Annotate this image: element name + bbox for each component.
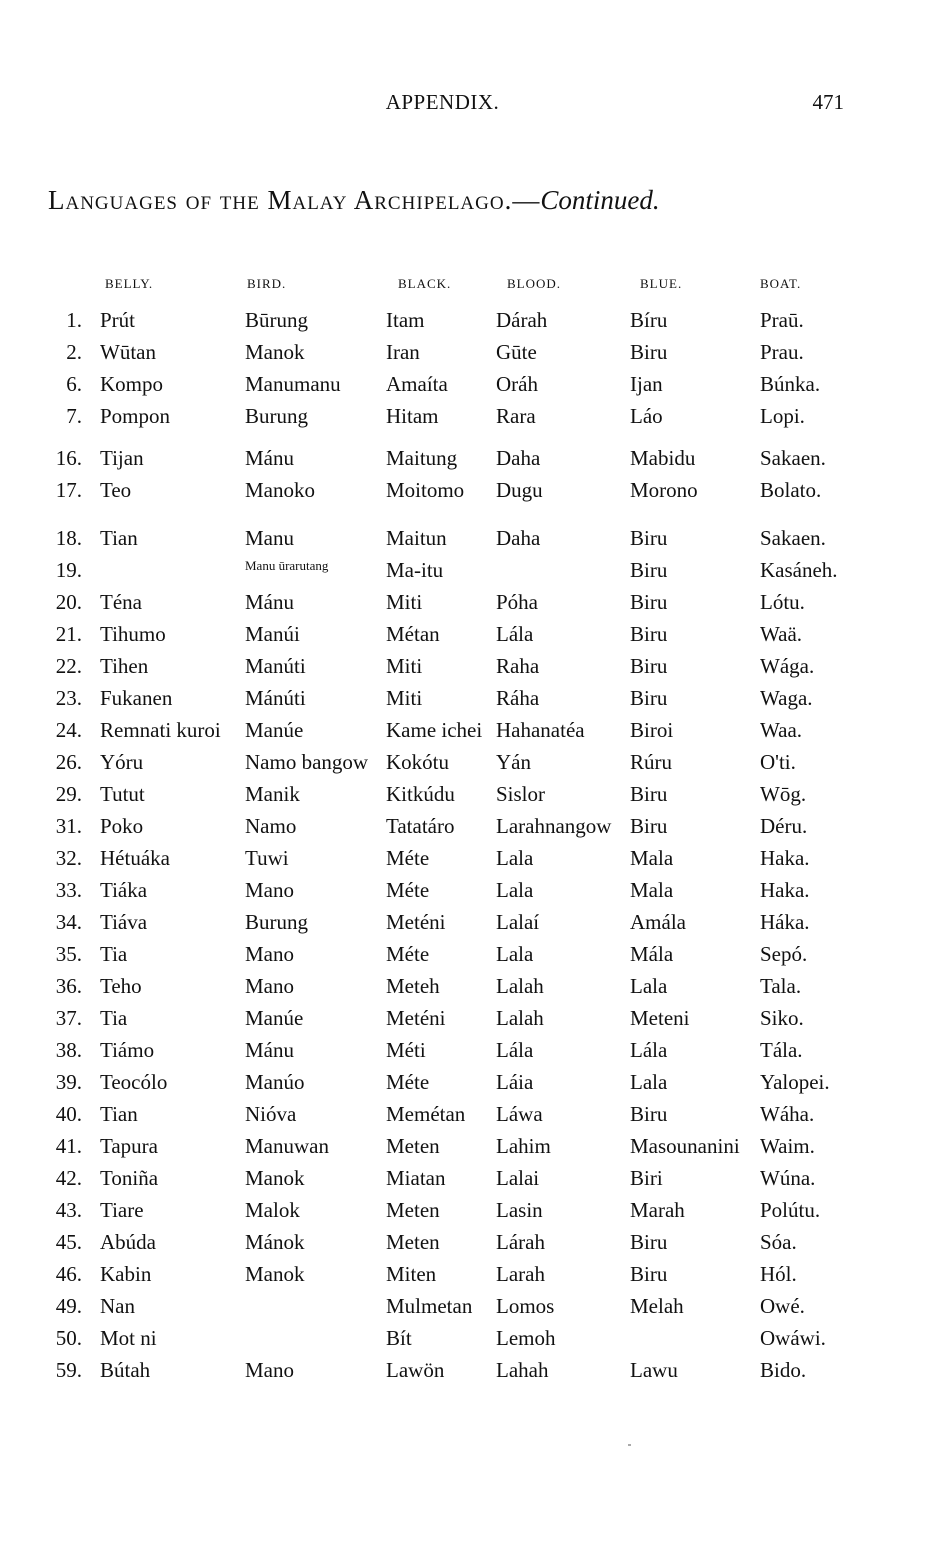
cell-blue: Biru [630, 622, 668, 646]
cell-bird: Mánu [245, 590, 294, 614]
cell-blue: Rúru [630, 750, 672, 774]
row-number: 7. [66, 404, 82, 428]
cell-black: Memétan [386, 1102, 466, 1126]
table-row [0, 590, 930, 620]
cell-blue: Biru [630, 590, 668, 614]
cell-blue: Morono [630, 478, 698, 502]
table-row [0, 846, 930, 876]
row-number: 24. [55, 718, 82, 742]
cell-boat: Owáwi. [760, 1326, 826, 1350]
cell-bird: Manu ūrarutang [245, 558, 329, 573]
cell-blood: Hahanatéa [496, 718, 585, 742]
cell-boat: Yalopei. [760, 1070, 830, 1094]
cell-blue: Meteni [630, 1006, 690, 1030]
cell-black: Miten [386, 1262, 437, 1286]
cell-black: Kame ichei [386, 718, 483, 742]
cell-blue: Marah [630, 1198, 685, 1222]
cell-belly: Tiámo [100, 1038, 155, 1062]
cell-belly: Fukanen [100, 686, 173, 710]
cell-belly: Teocólo [100, 1070, 168, 1094]
cell-belly: Tiare [100, 1198, 144, 1222]
cell-belly: Wūtan [100, 340, 156, 364]
cell-bird: Mánok [245, 1230, 305, 1254]
cell-boat: Waa. [760, 718, 803, 742]
cell-boat: Waga. [760, 686, 813, 710]
table-row [0, 622, 930, 652]
cell-blood: Dárah [496, 308, 548, 332]
cell-blood: Lárah [496, 1230, 545, 1254]
cell-boat: Polútu. [760, 1198, 821, 1222]
row-number: 39. [55, 1070, 82, 1094]
cell-blood: Lomos [496, 1294, 555, 1318]
cell-black: Meténi [386, 1006, 446, 1030]
cell-blue: Biru [630, 654, 668, 678]
cell-boat: Tála. [760, 1038, 803, 1062]
cell-black: Maitun [386, 526, 447, 550]
cell-belly: Poko [100, 814, 144, 838]
table-row [0, 446, 930, 476]
row-number: 37. [55, 1006, 82, 1030]
table-row [0, 526, 930, 556]
cell-black: Miti [386, 686, 423, 710]
cell-blue: Bíru [630, 308, 668, 332]
cell-bird: Manoko [245, 478, 315, 502]
cell-blue: Láo [630, 404, 663, 428]
cell-black: Ma-itu [386, 558, 444, 582]
row-number: 1. [66, 308, 82, 332]
row-number: 42. [55, 1166, 82, 1190]
table-row [0, 558, 930, 588]
cell-black: Méte [386, 846, 430, 870]
cell-bird: Namo [245, 814, 297, 838]
cell-boat: Waim. [760, 1134, 815, 1158]
table-row [0, 1038, 930, 1068]
cell-blue: Mala [630, 878, 674, 902]
cell-blue: Lala [630, 974, 668, 998]
cell-boat: Sakaen. [760, 526, 826, 550]
cell-belly: Tijan [100, 446, 144, 470]
table-row [0, 910, 930, 940]
cell-boat: Praū. [760, 308, 804, 332]
cell-bird: Mano [245, 942, 294, 966]
cell-belly: Tiáva [100, 910, 148, 934]
cell-blue: Lála [630, 1038, 668, 1062]
row-number: 18. [55, 526, 82, 550]
cell-bird: Manok [245, 340, 305, 364]
cell-boat: Kasáneh. [760, 558, 838, 582]
cell-boat: Lótu. [760, 590, 805, 614]
cell-blue: Biru [630, 1102, 668, 1126]
cell-boat: Haka. [760, 846, 810, 870]
cell-boat: Prau. [760, 340, 804, 364]
cell-black: Meten [386, 1198, 440, 1222]
table-row [0, 1102, 930, 1132]
cell-boat: Sepó. [760, 942, 808, 966]
cell-boat: Wága. [760, 654, 815, 678]
row-number: 16. [55, 446, 82, 470]
cell-black: Méte [386, 878, 430, 902]
row-number: 6. [66, 372, 82, 396]
section-title-continued: Continued. [540, 185, 660, 215]
cell-blue: Biru [630, 686, 668, 710]
cell-blue: Melah [630, 1294, 684, 1318]
row-number: 22. [55, 654, 82, 678]
cell-blood: Lalah [496, 974, 544, 998]
row-number: 50. [55, 1326, 82, 1350]
page-speck [628, 1444, 631, 1446]
row-number: 31. [55, 814, 82, 838]
row-number: 20. [55, 590, 82, 614]
row-number: 23. [55, 686, 82, 710]
cell-black: Miatan [386, 1166, 446, 1190]
cell-belly: Teo [100, 478, 132, 502]
cell-blue: Biru [630, 814, 668, 838]
cell-bird: Manúe [245, 718, 304, 742]
row-number: 38. [55, 1038, 82, 1062]
cell-bird: Manu [245, 526, 294, 550]
table-row [0, 1134, 930, 1164]
cell-bird: Manumanu [245, 372, 341, 396]
cell-belly: Yóru [100, 750, 144, 774]
cell-black: Moitomo [386, 478, 465, 502]
cell-belly: Nan [100, 1294, 135, 1318]
running-head: APPENDIX. [385, 90, 500, 114]
cell-blood: Lála [496, 622, 534, 646]
table-row [0, 1326, 930, 1356]
cell-bird: Tuwi [245, 846, 289, 870]
cell-blue: Mála [630, 942, 674, 966]
cell-belly: Remnati kuroi [100, 718, 221, 742]
cell-boat: Waä. [760, 622, 803, 646]
cell-belly: Tihumo [100, 622, 166, 646]
row-number: 35. [55, 942, 82, 966]
cell-boat: Wōg. [760, 782, 807, 806]
column-header-bird: BIRD. [247, 276, 287, 291]
cell-blue: Biru [630, 1230, 668, 1254]
cell-boat: O'ti. [760, 750, 796, 774]
cell-blood: Lalai [496, 1166, 540, 1190]
cell-black: Meténi [386, 910, 446, 934]
cell-belly: Mot ni [100, 1326, 157, 1350]
cell-black: Kokótu [386, 750, 449, 774]
cell-bird: Mánu [245, 1038, 294, 1062]
cell-boat: Hól. [760, 1262, 797, 1286]
cell-belly: Hétuáka [100, 846, 170, 870]
cell-blue: Mabidu [630, 446, 696, 470]
table-row [0, 372, 930, 402]
cell-bird: Manuwan [245, 1134, 329, 1158]
cell-blood: Lahim [496, 1134, 551, 1158]
cell-blue: Biru [630, 340, 668, 364]
cell-black: Iran [386, 340, 420, 364]
cell-blood: Lemoh [496, 1326, 556, 1350]
cell-black: Meteh [386, 974, 440, 998]
section-title [48, 185, 660, 216]
table-row [0, 308, 930, 338]
cell-blood: Yán [496, 750, 531, 774]
cell-belly: Téna [100, 590, 142, 614]
cell-boat: Haka. [760, 878, 810, 902]
cell-blood: Rara [496, 404, 536, 428]
row-number: 40. [55, 1102, 82, 1126]
cell-belly: Tihen [100, 654, 149, 678]
cell-belly: Tia [100, 1006, 128, 1030]
row-number: 46. [55, 1262, 82, 1286]
cell-belly: Tapura [100, 1134, 158, 1158]
table-row [0, 686, 930, 716]
cell-black: Miti [386, 590, 423, 614]
table-row [0, 654, 930, 684]
cell-bird: Manúe [245, 1006, 304, 1030]
row-number: 33. [55, 878, 82, 902]
cell-blood: Lahah [496, 1358, 549, 1382]
cell-boat: Siko. [760, 1006, 804, 1030]
cell-blue: Lawu [630, 1358, 678, 1382]
cell-blood: Lala [496, 846, 534, 870]
column-header-blue: BLUE. [640, 276, 683, 291]
cell-blood: Ráha [496, 686, 540, 710]
row-number: 17. [55, 478, 82, 502]
cell-blood: Larah [496, 1262, 545, 1286]
cell-belly: Tiáka [100, 878, 148, 902]
cell-blood: Lalaí [496, 910, 540, 934]
cell-belly: Pompon [100, 404, 171, 428]
cell-boat: Owé. [760, 1294, 805, 1318]
cell-blue: Amála [630, 910, 686, 934]
column-header-belly: BELLY. [105, 276, 154, 291]
table-row [0, 1166, 930, 1196]
table-row [0, 974, 930, 1004]
cell-boat: Lopi. [760, 404, 805, 428]
table-row [0, 404, 930, 434]
table-row [0, 478, 930, 508]
cell-black: Méti [386, 1038, 426, 1062]
cell-black: Maitung [386, 446, 458, 470]
cell-blue: Biroi [630, 718, 674, 742]
cell-blood: Sislor [496, 782, 546, 806]
row-number: 2. [66, 340, 82, 364]
column-header-black: BLACK. [398, 276, 452, 291]
cell-bird: Manik [245, 782, 300, 806]
cell-boat: Háka. [760, 910, 810, 934]
cell-bird: Manok [245, 1262, 305, 1286]
row-number: 43. [55, 1198, 82, 1222]
table-row [0, 1358, 930, 1388]
cell-blood: Láia [496, 1070, 534, 1094]
cell-belly: Kompo [100, 372, 163, 396]
cell-black: Métan [386, 622, 440, 646]
cell-blue: Masounanini [630, 1134, 740, 1158]
cell-black: Kitkúdu [386, 782, 455, 806]
cell-belly: Prút [100, 308, 136, 332]
row-number: 29. [55, 782, 82, 806]
cell-blue: Ijan [630, 372, 663, 396]
cell-bird: Malok [245, 1198, 300, 1222]
cell-bird: Manúi [245, 622, 300, 646]
cell-bird: Manúo [245, 1070, 305, 1094]
cell-blood: Lála [496, 1038, 534, 1062]
row-number: 32. [55, 846, 82, 870]
cell-boat: Búnka. [760, 372, 821, 396]
cell-belly: Bútah [100, 1358, 151, 1382]
row-number: 19. [55, 558, 82, 582]
cell-blood: Daha [496, 446, 541, 470]
cell-blood: Lala [496, 942, 534, 966]
cell-boat: Wáha. [760, 1102, 815, 1126]
cell-bird: Nióva [245, 1102, 297, 1126]
cell-blue: Biru [630, 558, 668, 582]
table-row [0, 878, 930, 908]
cell-bird: Mano [245, 1358, 294, 1382]
column-header-boat: BOAT. [760, 276, 802, 291]
cell-black: Amaíta [386, 372, 448, 396]
cell-blood: Daha [496, 526, 541, 550]
cell-belly: Abúda [100, 1230, 156, 1254]
cell-black: Méte [386, 942, 430, 966]
cell-black: Méte [386, 1070, 430, 1094]
cell-bird: Mano [245, 974, 294, 998]
table-row [0, 814, 930, 844]
cell-black: Mulmetan [386, 1294, 473, 1318]
cell-boat: Déru. [760, 814, 808, 838]
cell-belly: Kabin [100, 1262, 152, 1286]
cell-bird: Manúti [245, 654, 306, 678]
cell-boat: Tala. [760, 974, 802, 998]
cell-bird: Mánúti [245, 686, 306, 710]
page-header [0, 90, 930, 120]
table-row [0, 942, 930, 972]
row-number: 59. [55, 1358, 82, 1382]
row-number: 36. [55, 974, 82, 998]
cell-blood: Dugu [496, 478, 543, 502]
cell-boat: Wúna. [760, 1166, 816, 1190]
table-row [0, 1006, 930, 1036]
cell-belly: Teho [100, 974, 142, 998]
column-header-blood: BLOOD. [507, 276, 562, 291]
cell-blood: Larahnangow [496, 814, 612, 838]
cell-black: Itam [386, 308, 425, 332]
table-row [0, 1070, 930, 1100]
cell-bird: Manok [245, 1166, 305, 1190]
cell-black: Hitam [386, 404, 439, 428]
row-number: 41. [55, 1134, 82, 1158]
cell-blood: Oráh [496, 372, 538, 396]
cell-boat: Sóa. [760, 1230, 797, 1254]
cell-blood: Lala [496, 878, 534, 902]
cell-blood: Raha [496, 654, 540, 678]
cell-blood: Gūte [496, 340, 537, 364]
cell-black: Tatatáro [386, 814, 455, 838]
section-title-main: Languages of the Malay Archipelago.— [48, 185, 541, 215]
table-row [0, 718, 930, 748]
cell-boat: Sakaen. [760, 446, 826, 470]
column-headers [0, 276, 930, 296]
cell-blue: Biru [630, 1262, 668, 1286]
page-number: 471 [812, 90, 844, 114]
cell-boat: Bido. [760, 1358, 807, 1382]
table-row [0, 750, 930, 780]
cell-blue: Biru [630, 782, 668, 806]
cell-black: Meten [386, 1230, 440, 1254]
cell-blood: Lalah [496, 1006, 544, 1030]
table-row [0, 1230, 930, 1260]
cell-bird: Burung [245, 910, 308, 934]
cell-bird: Mánu [245, 446, 294, 470]
cell-blood: Lasin [496, 1198, 543, 1222]
cell-bird: Mano [245, 878, 294, 902]
row-number: 34. [55, 910, 82, 934]
table-row [0, 1198, 930, 1228]
row-number: 45. [55, 1230, 82, 1254]
cell-black: Miti [386, 654, 423, 678]
cell-bird: Namo bangow [245, 750, 369, 774]
row-number: 21. [55, 622, 82, 646]
cell-black: Meten [386, 1134, 440, 1158]
table-row [0, 340, 930, 370]
cell-black: Bít [386, 1326, 412, 1350]
cell-bird: Burung [245, 404, 308, 428]
cell-blue: Biri [630, 1166, 663, 1190]
table-row [0, 782, 930, 812]
cell-belly: Tutut [100, 782, 145, 806]
cell-belly: Toniña [100, 1166, 159, 1190]
cell-blood: Póha [496, 590, 538, 614]
row-number: 26. [55, 750, 82, 774]
cell-belly: Tian [100, 1102, 138, 1126]
cell-blue: Biru [630, 526, 668, 550]
cell-bird: Būrung [245, 308, 308, 332]
cell-black: Lawön [386, 1358, 445, 1382]
cell-blue: Lala [630, 1070, 668, 1094]
table-row [0, 1294, 930, 1324]
cell-blood: Láwa [496, 1102, 543, 1126]
cell-belly: Tia [100, 942, 128, 966]
table-row [0, 1262, 930, 1292]
cell-boat: Bolato. [760, 478, 822, 502]
cell-blue: Mala [630, 846, 674, 870]
cell-belly: Tian [100, 526, 138, 550]
row-number: 49. [55, 1294, 82, 1318]
